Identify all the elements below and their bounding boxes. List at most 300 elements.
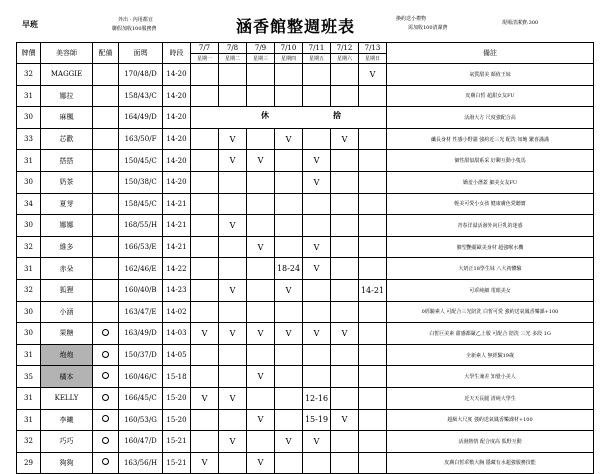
schedule-day-cell — [331, 258, 359, 280]
schedule-day-cell — [191, 150, 219, 172]
table-row — [17, 85, 594, 107]
shift-label: 早班 — [22, 19, 38, 29]
remark-cell: 嬌羞小潛蓋 細美女友FU — [387, 171, 594, 193]
header-remark: 備註 — [387, 43, 594, 64]
schedule-day-cell — [219, 64, 247, 86]
schedule-day-cell — [191, 193, 219, 215]
remark-cell: 0經驗素人 可配合三光陪洗 白皙可愛 強約送氣鳳香樂課+100 — [387, 301, 594, 323]
schedule-day-cell — [359, 344, 387, 366]
table-row — [17, 193, 594, 215]
schedule-day-cell — [247, 431, 275, 453]
measurement-cell: 164/49/D — [119, 107, 163, 129]
schedule-day-cell — [331, 452, 359, 474]
measurement-cell: 150/45/C — [119, 150, 163, 172]
sticker-cell — [93, 431, 119, 453]
beautician-name-cell: 娜娜 — [41, 215, 93, 237]
page-header — [0, 0, 600, 42]
header-weekday: 星期日 — [359, 54, 387, 64]
rest-span-cell — [191, 107, 387, 129]
beautician-name-cell: 奶茶 — [41, 171, 93, 193]
sticker-cell — [93, 236, 119, 258]
schedule-day-cell — [191, 366, 219, 388]
circle-icon — [102, 394, 109, 401]
time-slot-cell: 14-21 — [163, 236, 191, 258]
header-measure: 面瑪 — [119, 43, 163, 64]
sticker-cell — [93, 258, 119, 280]
schedule-day-cell — [331, 215, 359, 237]
schedule-day-cell — [219, 171, 247, 193]
remark-cell: 大學生兼差 知覺小美人 — [387, 366, 594, 388]
schedule-day-cell — [303, 64, 331, 86]
circle-icon — [102, 372, 109, 379]
beautician-name-cell: 果糖 — [41, 323, 93, 345]
header-date: 7/12 — [331, 43, 359, 54]
schedule-day-cell — [331, 171, 359, 193]
beautician-name-cell: 搭搭 — [41, 150, 93, 172]
room-price-cell: 29 — [17, 452, 41, 474]
time-slot-cell: 15-21 — [163, 431, 191, 453]
schedule-day-cell — [331, 387, 359, 409]
schedule-day-cell — [331, 366, 359, 388]
table-row — [17, 323, 594, 345]
sticker-cell — [93, 171, 119, 193]
schedule-day-cell: V — [247, 452, 275, 474]
measurement-cell: 163/50/F — [119, 128, 163, 150]
sticker-cell — [93, 323, 119, 345]
schedule-day-cell: 15-19 — [303, 409, 331, 431]
beautician-name-cell: 維多 — [41, 236, 93, 258]
remark-cell: 大奶正18學生妹 八大初體驗 — [387, 258, 594, 280]
sticker-cell — [93, 452, 119, 474]
schedule-day-cell — [331, 236, 359, 258]
header-date: 7/9 — [247, 43, 275, 54]
table-row — [17, 215, 594, 237]
remark-cell: 可乖純細 電眼美女 — [387, 279, 594, 301]
table-row — [17, 236, 594, 258]
table-row — [17, 279, 594, 301]
sticker-cell — [93, 279, 119, 301]
schedule-day-cell — [219, 236, 247, 258]
measurement-cell: 163/47/E — [119, 301, 163, 323]
schedule-body — [17, 64, 594, 474]
room-price-cell: 32 — [17, 64, 41, 86]
time-slot-cell: 15-20 — [163, 387, 191, 409]
schedule-day-cell — [247, 193, 275, 215]
schedule-day-cell — [275, 366, 303, 388]
measurement-cell: 162/46/E — [119, 258, 163, 280]
schedule-day-cell: V — [219, 279, 247, 301]
schedule-day-cell — [303, 301, 331, 323]
room-price-cell: 31 — [17, 409, 41, 431]
header-weekday: 星期三 — [247, 54, 275, 64]
beautician-name-cell: 炮炮 — [41, 344, 93, 366]
remark-cell: 超級大尺度 強約送氣鳳香樂課材+100 — [387, 409, 594, 431]
cleaning-fee: 現場清潔費:300 — [502, 20, 539, 26]
remark-cell: 青春洋溢活潑外向巨乳的迷惑 — [387, 215, 594, 237]
room-price-cell: 32 — [17, 236, 41, 258]
schedule-day-cell — [219, 409, 247, 431]
note-line-1: 換約送小禮物 — [396, 16, 427, 22]
schedule-day-cell — [191, 85, 219, 107]
beautician-name-cell: KELLY — [41, 387, 93, 409]
measurement-cell: 166/53/E — [119, 236, 163, 258]
schedule-day-cell — [247, 279, 275, 301]
header-date: 7/10 — [275, 43, 303, 54]
time-slot-cell: 14-20 — [163, 107, 191, 129]
schedule-day-cell: V — [303, 323, 331, 345]
room-price-cell: 31 — [17, 150, 41, 172]
schedule-day-cell — [331, 279, 359, 301]
measurement-cell: 163/56/H — [119, 452, 163, 474]
schedule-day-cell — [275, 171, 303, 193]
schedule-day-cell — [359, 193, 387, 215]
schedule-day-cell — [191, 236, 219, 258]
schedule-day-cell — [275, 236, 303, 258]
sticker-cell — [93, 64, 119, 86]
header-weekday: 星期六 — [331, 54, 359, 64]
schedule-day-cell — [191, 64, 219, 86]
room-price-cell: 34 — [17, 193, 41, 215]
beautician-name-cell: 赤朵 — [41, 258, 93, 280]
time-slot-cell: 14-21 — [163, 193, 191, 215]
sticker-cell — [93, 409, 119, 431]
room-price-cell: 31 — [17, 258, 41, 280]
table-row — [17, 128, 594, 150]
remark-cell: 皮膚白皙乖敷大胸 隱藏有水超強服務技能 — [387, 452, 594, 474]
schedule-day-cell — [359, 409, 387, 431]
schedule-day-cell: V — [191, 323, 219, 345]
remark-cell: 輕美可愛小女孩 健康膚色愛聽寶 — [387, 193, 594, 215]
schedule-day-cell — [359, 323, 387, 345]
sticker-cell — [93, 193, 119, 215]
beautician-name-cell: 夏芽 — [41, 193, 93, 215]
remark-cell: 個性甜似甜系采 好聊互動小隻馬 — [387, 150, 594, 172]
schedule-day-cell: V — [219, 128, 247, 150]
schedule-day-cell — [359, 301, 387, 323]
schedule-day-cell — [275, 193, 303, 215]
page-title: 涵香館整週班表 — [236, 17, 356, 36]
schedule-day-cell — [191, 344, 219, 366]
time-slot-cell: 15-18 — [163, 366, 191, 388]
schedule-day-cell: V — [275, 128, 303, 150]
room-price-cell: 30 — [17, 301, 41, 323]
time-slot-cell: 14-03 — [163, 323, 191, 345]
sticker-cell — [93, 150, 119, 172]
measurement-cell: 150/38/C — [119, 171, 163, 193]
schedule-day-cell: V — [275, 279, 303, 301]
room-price-cell: 33 — [17, 128, 41, 150]
room-price-cell: 31 — [17, 387, 41, 409]
schedule-day-cell — [275, 85, 303, 107]
remark-cell: 全新素人 無經驗19歲 — [387, 344, 594, 366]
measurement-cell: 160/46/C — [119, 366, 163, 388]
schedule-day-cell: V — [247, 323, 275, 345]
time-slot-cell: 14-20 — [163, 171, 191, 193]
time-slot-cell: 14-02 — [163, 301, 191, 323]
beautician-name-cell: 橘本 — [41, 366, 93, 388]
beautician-name-cell: 小涵 — [41, 301, 93, 323]
beautician-name-cell: MAGGIE — [41, 64, 93, 86]
header-date: 7/7 — [191, 43, 219, 54]
schedule-day-cell — [247, 301, 275, 323]
schedule-day-cell — [359, 387, 387, 409]
schedule-day-cell: V — [303, 431, 331, 453]
schedule-day-cell — [359, 366, 387, 388]
schedule-day-cell — [247, 215, 275, 237]
measurement-cell: 170/48/D — [119, 64, 163, 86]
schedule-day-cell: V — [247, 409, 275, 431]
schedule-day-cell — [191, 301, 219, 323]
beautician-name-cell: 夠夠 — [41, 452, 93, 474]
schedule-day-cell — [303, 452, 331, 474]
circle-icon — [102, 458, 109, 465]
room-price-cell: 35 — [17, 366, 41, 388]
schedule-day-cell — [331, 193, 359, 215]
schedule-day-cell — [331, 301, 359, 323]
header-weekday: 星期五 — [303, 54, 331, 64]
schedule-day-cell — [275, 387, 303, 409]
beautician-name-cell: 李曦 — [41, 409, 93, 431]
schedule-day-cell — [331, 64, 359, 86]
schedule-day-cell — [219, 258, 247, 280]
beautician-name-cell: 狐狸 — [41, 279, 93, 301]
schedule-day-cell — [191, 258, 219, 280]
schedule-day-cell — [191, 409, 219, 431]
schedule-day-cell — [219, 452, 247, 474]
header-row-dates — [17, 43, 594, 54]
measurement-cell: 168/55/H — [119, 215, 163, 237]
schedule-day-cell — [303, 85, 331, 107]
sticker-cell — [93, 387, 119, 409]
room-price-cell: 32 — [17, 431, 41, 453]
circle-icon — [102, 329, 109, 336]
time-slot-cell: 14-22 — [163, 258, 191, 280]
schedule-day-cell — [359, 85, 387, 107]
header-date: 7/8 — [219, 43, 247, 54]
schedule-day-cell — [331, 344, 359, 366]
schedule-day-cell — [191, 279, 219, 301]
schedule-day-cell — [275, 301, 303, 323]
header-sticker: 配備 — [93, 43, 119, 64]
schedule-day-cell — [359, 258, 387, 280]
beautician-name-cell: 芯歡 — [41, 128, 93, 150]
table-row — [17, 387, 594, 409]
schedule-day-cell — [191, 128, 219, 150]
schedule-table — [16, 42, 594, 474]
schedule-day-cell: V — [219, 150, 247, 172]
schedule-day-cell — [359, 236, 387, 258]
time-slot-cell: 14-20 — [163, 150, 191, 172]
schedule-day-cell — [219, 344, 247, 366]
beautician-name-cell: 麻楓 — [41, 107, 93, 129]
time-slot-cell: 14-05 — [163, 344, 191, 366]
schedule-day-cell: V — [331, 323, 359, 345]
schedule-day-cell — [191, 215, 219, 237]
time-slot-cell: 14-20 — [163, 128, 191, 150]
sticker-cell — [93, 85, 119, 107]
circle-icon — [102, 437, 109, 444]
remark-cell: 臉型艷麗歐美身材 超強喉水機 — [387, 236, 594, 258]
sticker-cell — [93, 366, 119, 388]
time-slot-cell: 15-20 — [163, 409, 191, 431]
header-weekday: 星期四 — [275, 54, 303, 64]
measurement-cell: 160/53/G — [119, 409, 163, 431]
schedule-day-cell — [331, 85, 359, 107]
schedule-day-cell — [303, 344, 331, 366]
remark-cell: 活潑熱情 配合度高 狐野互動 — [387, 431, 594, 453]
remark-cell: 白皙巨美素 甜感都嚴乙上服 可配合 陪洗 三光 多段 1G — [387, 323, 594, 345]
remark-cell: 氣質甜美 顏值王妹 — [387, 64, 594, 86]
schedule-day-cell — [247, 171, 275, 193]
rest-label: 休 — [261, 110, 269, 121]
sticker-cell — [93, 215, 119, 237]
schedule-day-cell: V — [219, 431, 247, 453]
circle-icon — [102, 351, 109, 358]
remark-cell: 皮膚白皙 超甜女友FU — [387, 85, 594, 107]
schedule-day-cell: 12-16 — [303, 387, 331, 409]
schedule-day-cell — [247, 128, 275, 150]
measurement-cell: 166/45/C — [119, 387, 163, 409]
schedule-day-cell — [359, 215, 387, 237]
schedule-day-cell: V — [275, 323, 303, 345]
schedule-day-cell: V — [359, 64, 387, 86]
header-name: 美容師 — [41, 43, 93, 64]
table-row — [17, 107, 594, 129]
note-line-2: 需加收100清潔費 — [408, 25, 448, 31]
room-price-cell: 30 — [17, 107, 41, 129]
schedule-day-cell: 14-21 — [359, 279, 387, 301]
schedule-day-cell — [247, 85, 275, 107]
schedule-day-cell — [303, 279, 331, 301]
table-row — [17, 409, 594, 431]
schedule-day-cell: V — [303, 236, 331, 258]
schedule-day-cell — [359, 128, 387, 150]
header-weekday: 星期二 — [219, 54, 247, 64]
schedule-day-cell: V — [247, 366, 275, 388]
header-time: 時段 — [163, 43, 191, 64]
table-row — [17, 452, 594, 474]
schedule-day-cell — [303, 128, 331, 150]
beautician-name-cell: 娜拉 — [41, 85, 93, 107]
schedule-day-cell: V — [219, 323, 247, 345]
measurement-cell: 150/37/D — [119, 344, 163, 366]
time-slot-cell: 14-20 — [163, 85, 191, 107]
promo-line-2: 聯假加收100服務費 — [112, 26, 157, 32]
schedule-day-cell: V — [303, 150, 331, 172]
schedule-day-cell: V — [191, 387, 219, 409]
schedule-day-cell — [359, 452, 387, 474]
room-price-cell: 31 — [17, 85, 41, 107]
schedule-day-cell — [359, 171, 387, 193]
remark-cell: 近天天長腿 清純大學生 — [387, 387, 594, 409]
table-row — [17, 344, 594, 366]
table-row — [17, 301, 594, 323]
schedule-day-cell: 18-24 — [275, 258, 303, 280]
measurement-cell: 158/43/C — [119, 85, 163, 107]
schedule-day-cell — [303, 193, 331, 215]
schedule-day-cell — [275, 150, 303, 172]
beautician-name-cell: 巧巧 — [41, 431, 93, 453]
header-weekday: 星期一 — [191, 54, 219, 64]
schedule-day-cell — [247, 64, 275, 86]
measurement-cell: 160/40/B — [119, 279, 163, 301]
schedule-day-cell: V — [331, 409, 359, 431]
promo-line-1: 外出 · 內用都宜 — [118, 17, 153, 23]
schedule-day-cell — [331, 150, 359, 172]
time-slot-cell: 14-23 — [163, 279, 191, 301]
measurement-cell: 158/45/C — [119, 193, 163, 215]
schedule-day-cell: V — [275, 431, 303, 453]
schedule-day-cell — [303, 215, 331, 237]
table-row — [17, 258, 594, 280]
circle-icon — [102, 415, 109, 422]
schedule-day-cell — [359, 431, 387, 453]
measurement-cell: 163/49/D — [119, 323, 163, 345]
schedule-day-cell — [275, 409, 303, 431]
table-row — [17, 150, 594, 172]
sticker-cell — [93, 301, 119, 323]
time-slot-cell: 14-20 — [163, 64, 191, 86]
schedule-day-cell: V — [219, 215, 247, 237]
schedule-day-cell — [247, 258, 275, 280]
room-price-cell: 30 — [17, 215, 41, 237]
remark-cell: 纖長身材 性感小野貓 強約近三光 配洗 如飽 繁喜滿滿 — [387, 128, 594, 150]
time-slot-cell: 15-21 — [163, 452, 191, 474]
schedule-day-cell — [219, 85, 247, 107]
schedule-day-cell: V — [191, 452, 219, 474]
schedule-day-cell — [359, 150, 387, 172]
schedule-day-cell: V — [219, 387, 247, 409]
sticker-cell — [93, 107, 119, 129]
measurement-cell: 160/47/D — [119, 431, 163, 453]
schedule-day-cell — [331, 431, 359, 453]
schedule-day-cell: V — [247, 236, 275, 258]
table-row — [17, 366, 594, 388]
header-room: 牌價 — [17, 43, 41, 64]
room-price-cell: 30 — [17, 171, 41, 193]
room-price-cell: 32 — [17, 279, 41, 301]
remark-cell: 活潑大方 尺度強配合高 — [387, 107, 594, 129]
schedule-day-cell: V — [303, 171, 331, 193]
schedule-day-cell — [275, 215, 303, 237]
schedule-day-cell: V — [247, 150, 275, 172]
table-row — [17, 431, 594, 453]
schedule-day-cell: V — [303, 258, 331, 280]
header-date: 7/13 — [359, 43, 387, 54]
room-price-cell: 31 — [17, 344, 41, 366]
schedule-day-cell — [191, 171, 219, 193]
schedule-day-cell — [275, 344, 303, 366]
schedule-day-cell — [303, 366, 331, 388]
schedule-day-cell: V — [331, 128, 359, 150]
sticker-cell — [93, 344, 119, 366]
schedule-day-cell — [247, 344, 275, 366]
table-row — [17, 171, 594, 193]
schedule-day-cell — [191, 431, 219, 453]
sticker-cell — [93, 128, 119, 150]
schedule-day-cell — [275, 64, 303, 86]
rest-label: 捨 — [333, 110, 341, 121]
table-row — [17, 64, 594, 86]
header-date: 7/11 — [303, 43, 331, 54]
schedule-day-cell — [275, 452, 303, 474]
room-price-cell: 30 — [17, 323, 41, 345]
schedule-day-cell — [219, 193, 247, 215]
time-slot-cell: 14-21 — [163, 215, 191, 237]
schedule-day-cell — [219, 301, 247, 323]
schedule-day-cell — [247, 387, 275, 409]
schedule-day-cell — [219, 366, 247, 388]
